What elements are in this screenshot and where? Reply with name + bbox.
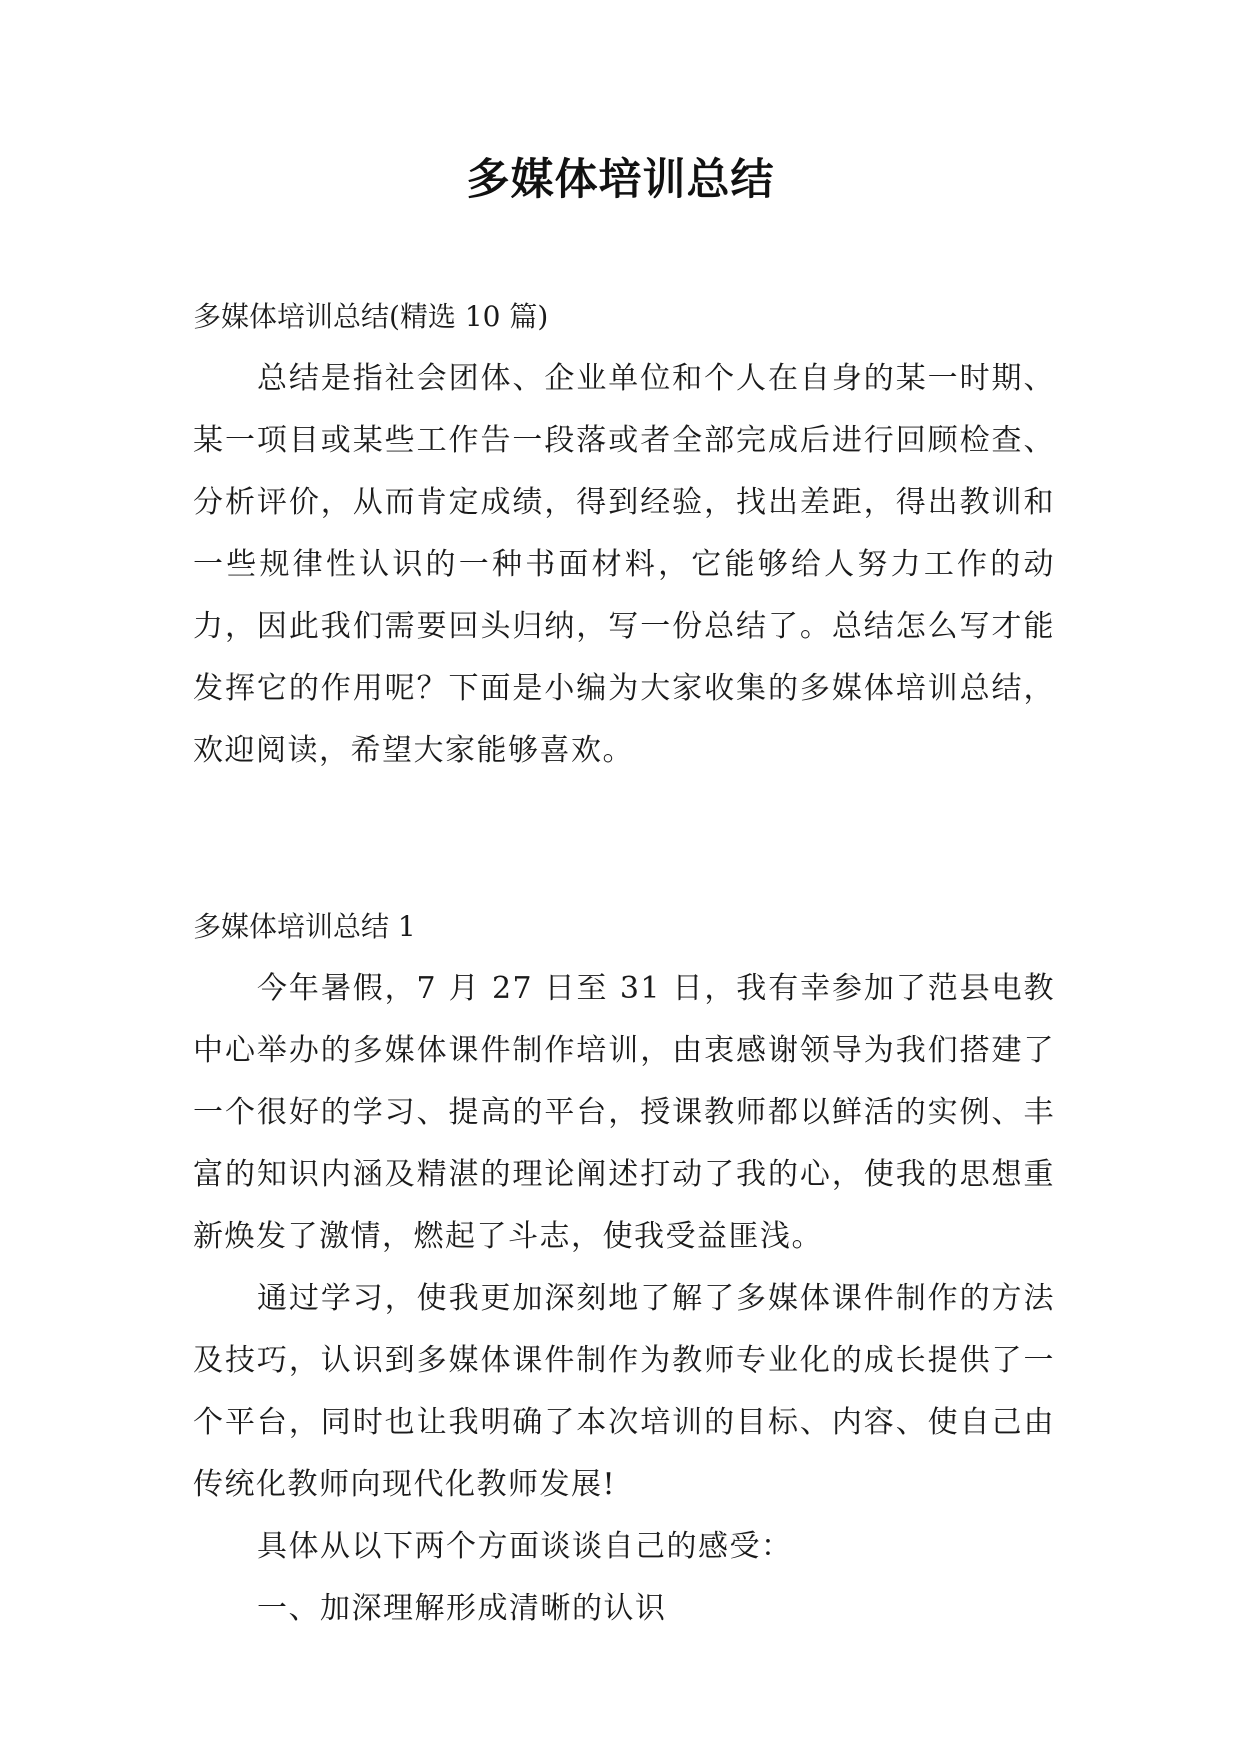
section-spacer: [193, 782, 1055, 896]
document-title: 多媒体培训总结: [466, 155, 775, 205]
section1-paragraph: 具体从以下两个方面谈谈自己的感受：: [257, 1529, 793, 1564]
intro-heading: 多媒体培训总结(精选 10 篇): [193, 300, 549, 333]
section1-subheading: 一、加深理解形成清晰的认识: [257, 1591, 667, 1626]
intro-paragraph: 总结是指社会团体、企业单位和个人在自身的某一时期、某一项目或某些工作告一段落或者全部完成后进行回顾检查、分析评价，从而肯定成绩，得到经验，找出差距，得出教训和一些规律性认识的一种书面材料，它能够给人努力工作的动力，因此我们需要回头归纳，写一份总结了。总结怎么写才能发挥它的作用呢？下面是小编为大家收集的多媒体培训总结，欢迎阅读，希望大家能够喜欢。: [193, 361, 1055, 768]
section1-paragraph: 通过学习，使我更加深刻地了解了多媒体课件制作的方法及技巧，认识到多媒体课件制作为教师专业化的成长提供了一个平台，同时也让我明确了本次培训的目标、内容、使自己由传统化教师向现代化教师发展!: [193, 1281, 1055, 1502]
section1-heading: 多媒体培训总结 1: [193, 910, 416, 943]
section1-paragraph: 今年暑假，7 月 27 日至 31 日，我有幸参加了范县电教中心举办的多媒体课件制作培训，由衷感谢领导为我们搭建了一个很好的学习、提高的平台，授课教师都以鲜活的实例、丰富的知识内涵及精湛的理论阐述打动了我的心，使我的思想重新焕发了激情，燃起了斗志，使我受益匪浅。: [193, 971, 1055, 1254]
document-body: [193, 286, 1055, 1640]
